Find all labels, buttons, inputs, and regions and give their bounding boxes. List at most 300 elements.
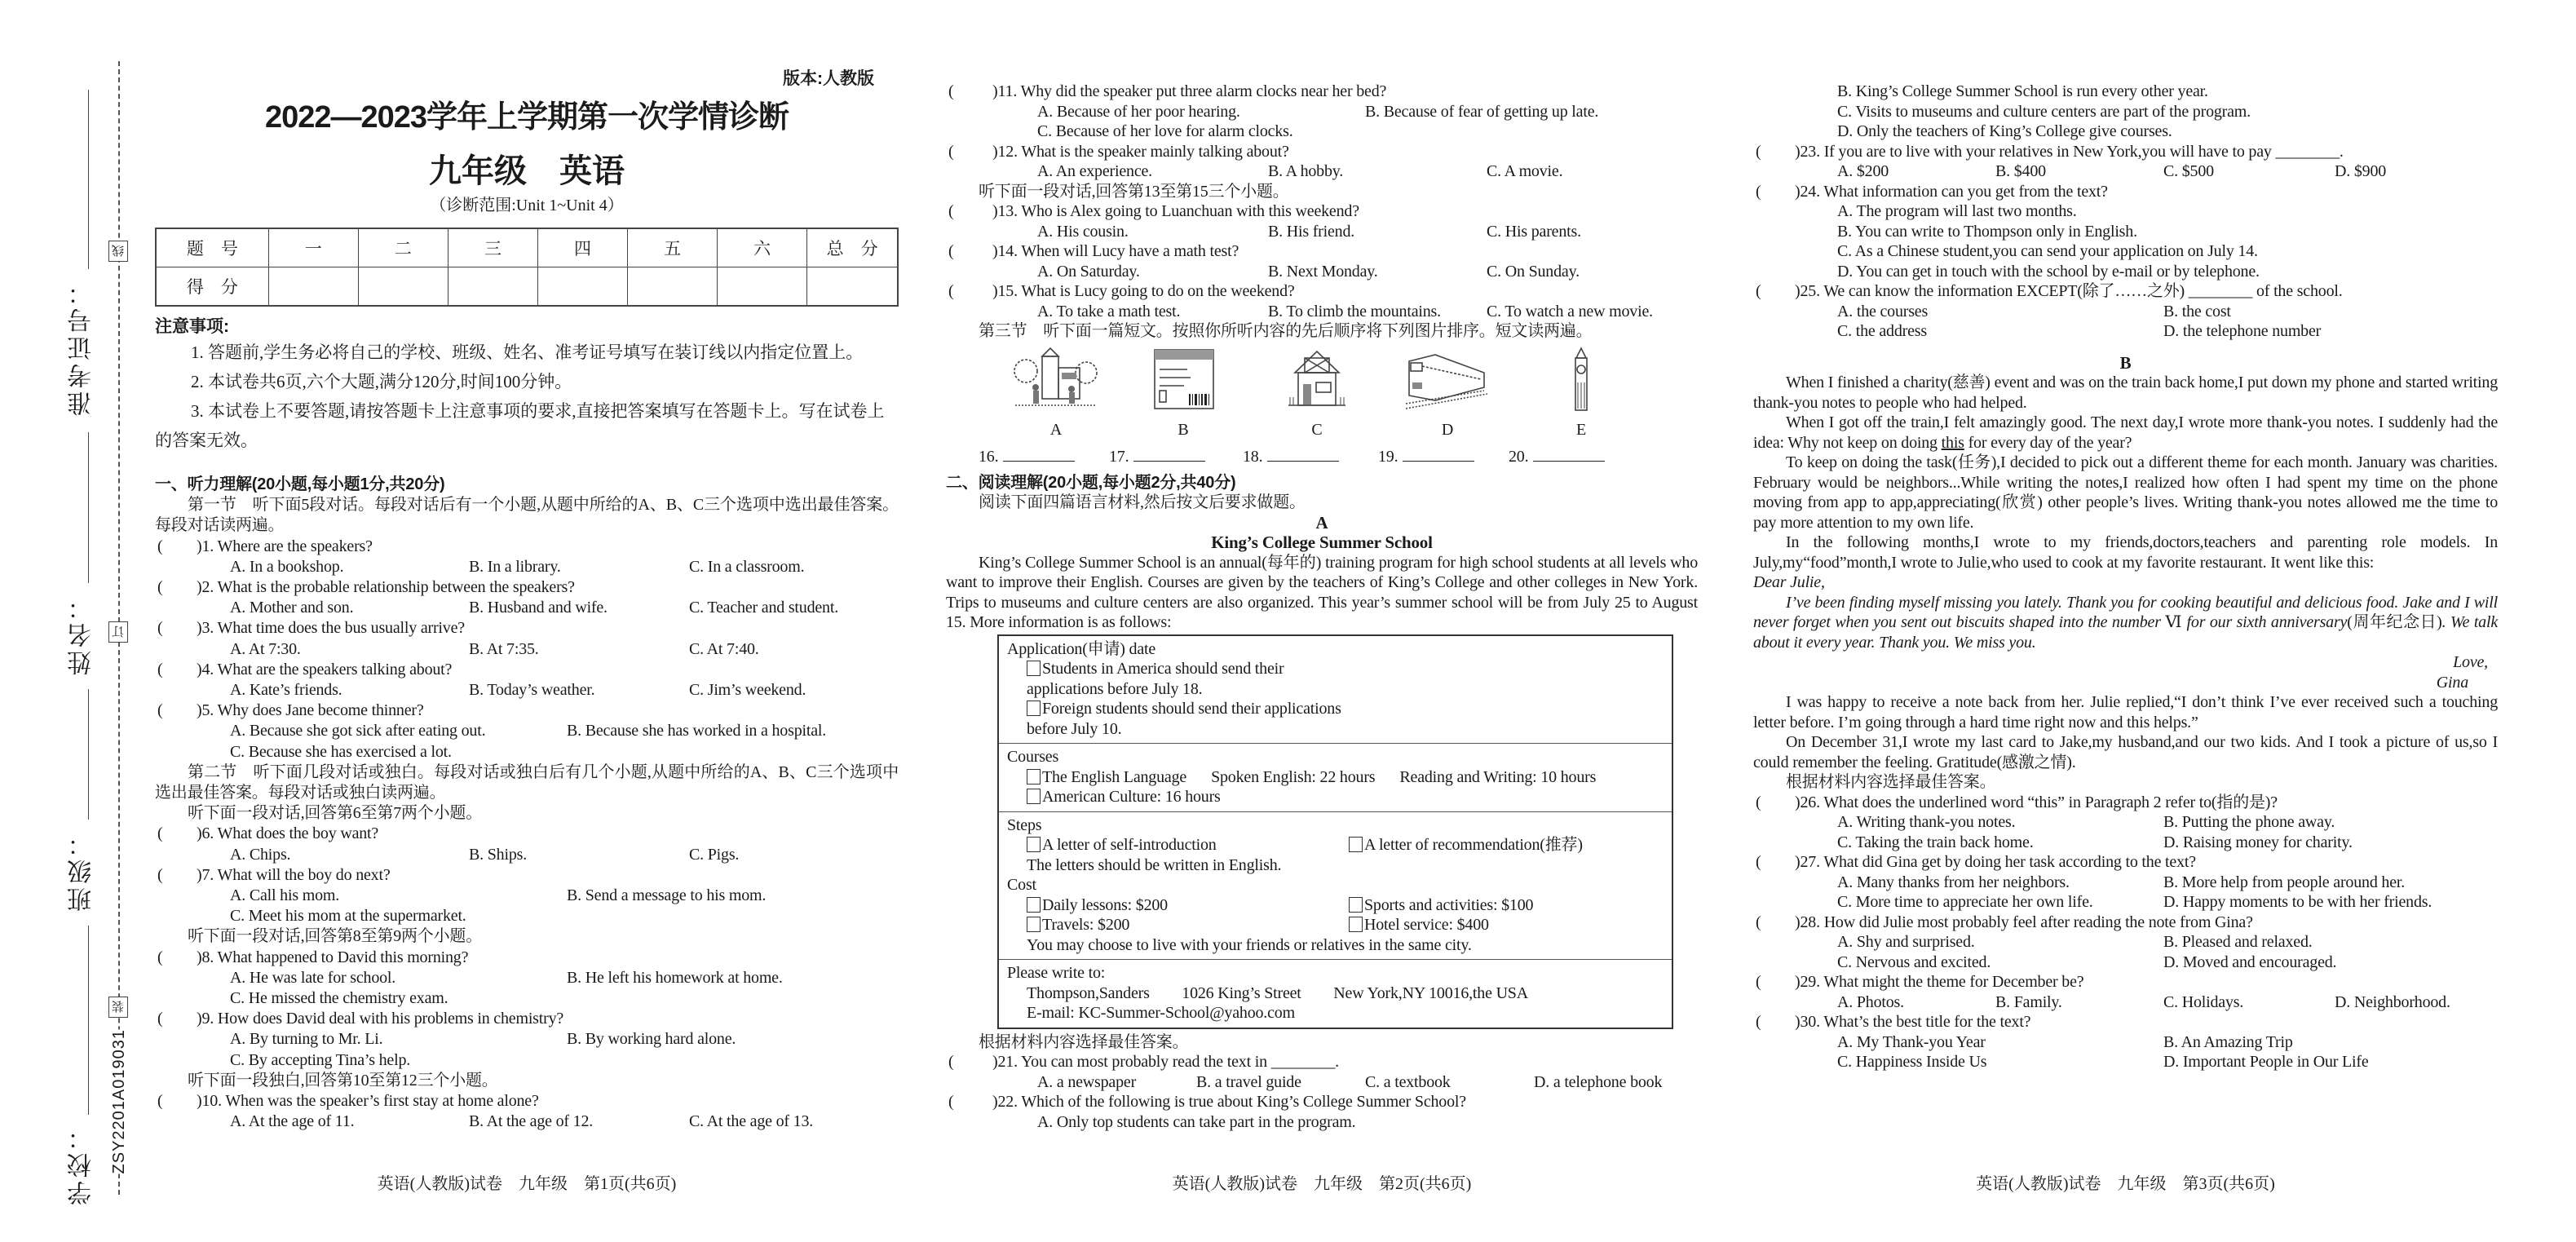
info-box-item bbox=[1027, 699, 1349, 739]
option-c: C. Teacher and student. bbox=[689, 599, 839, 617]
version-label: 版本:人教版 bbox=[783, 69, 874, 88]
option-d: D. You can get in touch with the school by e-mail or by telephone. bbox=[1837, 262, 2260, 281]
option-c: C. By accepting Tina’s help. bbox=[230, 1050, 411, 1069]
option-c: C. A movie. bbox=[1487, 162, 1563, 180]
question-text: Why does Jane become thinner? bbox=[217, 701, 424, 720]
option-b: B. A hobby. bbox=[1268, 162, 1344, 180]
info-box-item bbox=[1349, 895, 1664, 916]
question-number: ) 15 . bbox=[992, 282, 1021, 300]
question-text: What will the boy do next? bbox=[217, 865, 391, 884]
score-cell bbox=[538, 267, 628, 307]
info-box-row bbox=[1007, 659, 1664, 699]
option-list bbox=[155, 968, 899, 1009]
info-box-label: Steps bbox=[1007, 815, 1042, 834]
option-list bbox=[155, 721, 899, 762]
question-stem bbox=[155, 618, 899, 639]
option-b: B. a travel guide bbox=[1196, 1072, 1301, 1091]
question-text: What might the theme for December be? bbox=[1823, 973, 2084, 991]
option-d: D. Moved and encouraged. bbox=[2163, 952, 2337, 971]
instruction-text: 听下面一段独白,回答第10至第12三个小题。 bbox=[188, 1071, 498, 1090]
instruction-text: 根据材料内容选择最佳答案。 bbox=[1786, 773, 1996, 791]
option-b: B. Send a message to his mom. bbox=[567, 886, 767, 905]
option-list bbox=[1753, 992, 2498, 1013]
passage-paragraph bbox=[1753, 453, 2498, 533]
exam-scope: （诊断范围:Unit 1~Unit 4） bbox=[430, 197, 624, 214]
question-9 bbox=[155, 1009, 899, 1071]
option-a: A. His cousin. bbox=[1037, 222, 1129, 241]
blank-line bbox=[1267, 446, 1339, 462]
info-box-row bbox=[1007, 787, 1664, 807]
blank-number: 17. bbox=[1109, 447, 1129, 466]
question-text: You can most probably read the text in ________. bbox=[1020, 1053, 1339, 1071]
question-25 bbox=[1753, 281, 2498, 342]
question-text: What did Gina get by doing her task according to the text? bbox=[1823, 853, 2196, 871]
option-d: D. Important People in Our Life bbox=[2163, 1053, 2369, 1071]
score-header-cell: 题 号 bbox=[156, 228, 268, 267]
question-number: ) 27 . bbox=[1795, 853, 1823, 871]
passage-paragraph bbox=[1753, 533, 2498, 572]
info-box-row bbox=[1007, 767, 1664, 788]
option-c: C. On Sunday. bbox=[1487, 262, 1580, 281]
option-list bbox=[155, 1029, 899, 1070]
question-number: ) 7 . bbox=[197, 866, 218, 884]
info-box-text: The letters should be written in English. bbox=[1027, 855, 1282, 874]
option-a: A. At the age of 11. bbox=[230, 1112, 355, 1131]
score-header-cell: 一 bbox=[268, 228, 358, 267]
paragraph-text: On December 31,I wrote my last card to Jake,my husband,and our two kids. And I took a picture of us,so I could remember the feeling. Gratitude(感激之情). bbox=[1753, 733, 2498, 771]
blank-line bbox=[1003, 446, 1075, 462]
option-c: C. His parents. bbox=[1487, 222, 1581, 241]
question-number: ) 8 . bbox=[197, 948, 218, 966]
score-header-cell: 五 bbox=[628, 228, 718, 267]
option-a: A. Photos. bbox=[1837, 992, 1904, 1011]
question-text: What happened to David this morning? bbox=[217, 948, 469, 966]
info-box-text: Hotel service: $400 bbox=[1364, 916, 1489, 934]
option-b: B. By working hard alone. bbox=[567, 1030, 736, 1049]
question-number: ) 14 . bbox=[992, 242, 1021, 260]
answer-blanks bbox=[946, 446, 1698, 466]
question-text: What’s the best title for the text? bbox=[1823, 1013, 2031, 1031]
info-box-row bbox=[1007, 935, 1664, 956]
option-b: B. At the age of 12. bbox=[469, 1112, 594, 1131]
question-stem bbox=[155, 660, 899, 680]
option-c: C. Because she has exercised a lot. bbox=[230, 742, 452, 761]
question-number: ) 24 . bbox=[1795, 183, 1823, 201]
option-list bbox=[946, 1072, 1698, 1093]
option-list bbox=[946, 302, 1698, 322]
picture-label: C bbox=[1311, 420, 1323, 439]
page-1-footer: 英语(人教版)试卷 九年级 第1页(共6页) bbox=[377, 1175, 677, 1193]
instruction-text: 阅读下面四篇语言材料,然后按文后要求做题。 bbox=[979, 493, 1306, 511]
question-stem bbox=[155, 577, 899, 598]
info-box-item bbox=[1349, 835, 1664, 855]
option-c: C. Jim’s weekend. bbox=[689, 681, 806, 700]
info-box-row bbox=[1007, 855, 1664, 876]
info-box-text: Reading and Writing: 10 hours bbox=[1399, 767, 1597, 786]
section-heading: 二、阅读理解(20小题,每小题2分,共40分) bbox=[946, 473, 1236, 492]
info-box-text: Students in America should send their applications before July 18. bbox=[1027, 660, 1284, 698]
answer-blank-20 bbox=[1509, 446, 1605, 467]
question-text: What information can you get from the text? bbox=[1823, 182, 2108, 201]
instruction-text: 听下面一段对话,回答第6至第7两个小题。 bbox=[188, 804, 482, 823]
question-stem bbox=[1753, 182, 2498, 202]
option-b: B. More help from people around her. bbox=[2163, 873, 2406, 891]
question-text: What does the boy want? bbox=[217, 824, 379, 843]
question-1 bbox=[155, 537, 899, 577]
option-list bbox=[1753, 161, 2498, 182]
info-box-label: Cost bbox=[1007, 876, 1036, 894]
question-stem bbox=[155, 701, 899, 721]
question-text: How does David deal with his problems in chemistry? bbox=[217, 1010, 564, 1028]
question-text: What is Lucy going to do on the weekend? bbox=[1021, 282, 1295, 300]
score-table bbox=[155, 228, 899, 307]
seal-char-fold: 装 bbox=[108, 997, 128, 1018]
blank-line bbox=[1533, 446, 1605, 462]
question-stem bbox=[155, 948, 899, 968]
option-list bbox=[946, 262, 1698, 282]
option-a: A. The program will last two months. bbox=[1837, 202, 2077, 220]
question-text: We can know the information EXCEPT(除了……之外) ________ of the school. bbox=[1823, 282, 2343, 300]
paragraph-text: To keep on doing the task(任务),I decided to pick out a different theme for each month. January was charities. February would be neighbors...While writing the notes,I realized how often I had spent my time on the phone moving from app to app,appreciating(欣赏) other people’s lives. Writing thank-you notes allowed me the time to pay more attention to my own life. bbox=[1753, 453, 2498, 532]
option-a: A. Shy and surprised. bbox=[1837, 933, 1975, 951]
question-number: ) 25 . bbox=[1795, 282, 1823, 300]
question-stem bbox=[155, 1091, 899, 1112]
question-number: ) 9 . bbox=[197, 1010, 218, 1028]
info-box-section bbox=[999, 636, 1672, 744]
picture-row bbox=[946, 347, 1698, 446]
option-a: A. Chips. bbox=[230, 845, 291, 864]
blank-number: 19. bbox=[1378, 447, 1398, 466]
info-box-item bbox=[1027, 915, 1349, 935]
train-icon bbox=[1403, 347, 1492, 412]
info-box-row bbox=[1007, 699, 1664, 739]
option-c: C. Visits to museums and culture centers are part of the program. bbox=[1837, 102, 2251, 121]
school-scene-icon bbox=[1011, 347, 1101, 412]
option-list bbox=[1753, 201, 2498, 281]
info-box-text: American Culture: 16 hours bbox=[1042, 788, 1221, 806]
exam-number-label: 准考证号： bbox=[68, 277, 95, 416]
exam-title: 2022—2023学年上学期第一次学情诊断 bbox=[264, 100, 789, 135]
passage-paragraph bbox=[1753, 692, 2498, 732]
passage-paragraph bbox=[1753, 413, 2498, 453]
info-box-label: Courses bbox=[1007, 748, 1059, 766]
picture-d bbox=[1403, 347, 1492, 440]
passage-title: B bbox=[2119, 352, 2132, 373]
info-box-label: Please write to: bbox=[1007, 964, 1106, 982]
option-list bbox=[155, 886, 899, 926]
option-b: B. Family. bbox=[1995, 992, 2062, 1011]
paragraph-text: I’ve been finding myself missing you lately. Thank you for cooking beautiful and delicious food. Jake and I will never forget when you sent out biscuits shaped into the number bbox=[1753, 593, 2498, 631]
option-b: B. Putting the phone away. bbox=[2163, 813, 2335, 831]
question-number: ) 28 . bbox=[1795, 913, 1824, 931]
paper-code: ZSY2201A019031 bbox=[110, 1029, 128, 1174]
paragraph-text: . We talk about it every year. Thank you. We miss you. bbox=[1753, 613, 2499, 652]
question-22 bbox=[946, 1092, 1698, 1132]
info-box-section bbox=[999, 959, 1672, 1028]
option-b: B. His friend. bbox=[1268, 222, 1355, 241]
question-number: ) 10 . bbox=[197, 1092, 225, 1110]
info-box bbox=[997, 634, 1673, 1029]
question-text: How did Julie most probably feel after reading the note from Gina? bbox=[1823, 913, 2253, 931]
question-text: Who is Alex going to Luanchuan with this weekend? bbox=[1021, 202, 1359, 220]
score-cell bbox=[807, 267, 898, 307]
question-text: Why did the speaker put three alarm clocks near her bed? bbox=[1020, 82, 1387, 100]
option-list bbox=[1753, 932, 2498, 972]
score-table-header-row bbox=[156, 228, 898, 267]
question-8 bbox=[155, 948, 899, 1010]
option-list bbox=[155, 639, 899, 660]
page-2 bbox=[946, 82, 1698, 1132]
question-number: ) 21 . bbox=[992, 1053, 1021, 1071]
question-number: ) 11 . bbox=[992, 82, 1021, 100]
info-box-item bbox=[1027, 768, 1186, 786]
seal-char-bind: 订 bbox=[108, 621, 128, 643]
checkbox-icon bbox=[1027, 789, 1041, 804]
info-box-row bbox=[1007, 1003, 1664, 1023]
paragraph-text: Ⅵ bbox=[2165, 613, 2183, 631]
info-box-item bbox=[1027, 787, 1349, 807]
info-box-row bbox=[1007, 983, 1664, 1004]
question-text: What are the speakers talking about? bbox=[217, 660, 453, 678]
option-c: C. Meet his mom at the supermarket. bbox=[230, 907, 466, 926]
question-24 bbox=[1753, 182, 2498, 282]
info-box-item bbox=[1027, 895, 1349, 916]
option-list bbox=[1753, 873, 2498, 913]
checkbox-icon bbox=[1027, 769, 1041, 785]
score-cell bbox=[448, 267, 537, 307]
blank-line bbox=[1133, 446, 1205, 462]
option-list bbox=[946, 161, 1698, 182]
instruction-text: 根据材料内容选择最佳答案。 bbox=[979, 1032, 1189, 1051]
question-29 bbox=[1753, 972, 2498, 1012]
page-3 bbox=[1753, 82, 2498, 1072]
paragraph-text: (周年纪念日) bbox=[2347, 613, 2442, 631]
option-b: B. Husband and wife. bbox=[469, 599, 608, 617]
instruction-text: 听下面一段对话,回答第13至第15三个小题。 bbox=[979, 182, 1289, 201]
paragraph-text: I was happy to receive a note back from her. Julie replied,“I don’t think I’ve ever received such a touching letter before. I’m going through a hard time right now and this helps.” bbox=[1753, 693, 2498, 731]
option-list bbox=[155, 1112, 899, 1132]
question-number: ) 30 . bbox=[1795, 1013, 1823, 1031]
info-box-section bbox=[999, 811, 1672, 960]
question-stem bbox=[946, 82, 1698, 102]
name-label: 姓名： bbox=[68, 592, 95, 675]
question-number: ) 23 . bbox=[1795, 143, 1824, 161]
checkbox-icon bbox=[1349, 897, 1363, 913]
option-c: C. Taking the train back home. bbox=[1837, 833, 2034, 851]
question-number: ) 29 . bbox=[1795, 973, 1823, 991]
option-a: A. An experience. bbox=[1037, 162, 1152, 180]
picture-a bbox=[1011, 347, 1101, 440]
question-text: What does the underlined word “this” in Paragraph 2 refer to(指的是)? bbox=[1823, 793, 2278, 811]
option-c: C. He missed the chemistry exam. bbox=[230, 989, 448, 1008]
option-a: A. He was late for school. bbox=[230, 968, 396, 987]
picture-label: D bbox=[1441, 420, 1454, 439]
info-box-row bbox=[1007, 915, 1664, 935]
checkbox-icon bbox=[1027, 837, 1041, 852]
option-b: B. An Amazing Trip bbox=[2163, 1032, 2293, 1051]
option-c: C. To watch a new movie. bbox=[1487, 302, 1653, 320]
question-stem bbox=[946, 241, 1698, 262]
question-7 bbox=[155, 865, 899, 927]
option-b: B. Because she has worked in a hospital. bbox=[567, 722, 827, 740]
option-list bbox=[946, 222, 1698, 242]
picture-e bbox=[1536, 347, 1626, 440]
blank-number: 20. bbox=[1509, 447, 1529, 466]
option-c: C. the address bbox=[1837, 322, 1927, 340]
info-box-row bbox=[1007, 835, 1664, 855]
question-4 bbox=[155, 660, 899, 701]
option-c: C. a textbook bbox=[1365, 1072, 1451, 1091]
underline-school bbox=[88, 926, 89, 1115]
option-c: C. More time to appreciate her own life. bbox=[1837, 893, 2093, 911]
passage-paragraph bbox=[1753, 373, 2498, 413]
option-b: B. Because of fear of getting up late. bbox=[1365, 102, 1599, 121]
score-row-label: 得 分 bbox=[156, 267, 268, 307]
blank-number: 16. bbox=[979, 447, 999, 466]
checkbox-icon bbox=[1349, 917, 1363, 932]
option-b: B. You can write to Thompson only in English. bbox=[1837, 222, 2137, 241]
info-box-text: The English Language bbox=[1042, 767, 1187, 786]
underline-class bbox=[88, 689, 89, 820]
question-stem bbox=[1753, 852, 2498, 873]
question-stem bbox=[946, 1092, 1698, 1112]
option-d: D. the telephone number bbox=[2163, 322, 2322, 340]
letter-signoff: Love, bbox=[2453, 653, 2488, 671]
option-c: C. At 7:40. bbox=[689, 639, 759, 658]
option-b: B. To climb the mountains. bbox=[1268, 302, 1441, 320]
info-box-text: Spoken English: 22 hours bbox=[1211, 767, 1376, 786]
passage-paragraph bbox=[1753, 732, 2498, 772]
option-c: C. Because of her love for alarm clocks. bbox=[1037, 122, 1293, 140]
option-b: B. Ships. bbox=[469, 845, 528, 864]
note-item: 2. 本试卷共6页,六个大题,满分120分,时间100分钟。 bbox=[191, 372, 572, 391]
option-a: A. Writing thank-you notes. bbox=[1837, 813, 2016, 831]
option-c: C. As a Chinese student,you can send your application on July 14. bbox=[1837, 242, 2258, 260]
paragraph-text: In the following months,I wrote to my friends,doctors,teachers and parenting role models. In July,my“food”month,I wrote to Julie,who used to cook at my favorite restaurant. It went like this: bbox=[1753, 533, 2498, 572]
question-28 bbox=[1753, 913, 2498, 973]
instruction-text: 第一节 听下面5段对话。每段对话后有一个小题,从题中所给的A、B、C三个选项中选出最佳答案。每段对话读两遍。 bbox=[155, 496, 899, 535]
instruction-text: 听下面一段对话,回答第8至第9两个小题。 bbox=[188, 927, 482, 946]
question-text: Which of the following is true about King’s College Summer School? bbox=[1021, 1093, 1466, 1111]
ticket-icon bbox=[1138, 347, 1228, 412]
question-text: Where are the speakers? bbox=[217, 537, 373, 555]
option-c: C. Nervous and excited. bbox=[1837, 952, 1991, 971]
answer-blank-19 bbox=[1378, 446, 1474, 467]
clock-tower-icon bbox=[1536, 347, 1626, 412]
paragraph-text: When I finished a charity(慈善) event and was on the train back home,I put down my phone and started writing thank-you notes to people who had helped. bbox=[1753, 373, 2498, 412]
option-list bbox=[1753, 1032, 2498, 1072]
info-box-label: Application(申请) date bbox=[1007, 639, 1156, 658]
blank-number: 18. bbox=[1243, 447, 1263, 466]
note-item: 1. 答题前,学生务必将自己的学校、班级、姓名、准考证号填写在装订线以内指定位置上。 bbox=[191, 343, 864, 362]
option-a: A. Many thanks from her neighbors. bbox=[1837, 873, 2070, 891]
question-stem bbox=[1753, 793, 2498, 813]
question-11 bbox=[946, 82, 1698, 142]
option-b: B. In a library. bbox=[469, 557, 561, 576]
option-a: A. Kate’s friends. bbox=[230, 681, 342, 700]
question-stem bbox=[1753, 913, 2498, 933]
score-header-cell: 四 bbox=[538, 228, 628, 267]
question-stem bbox=[155, 865, 899, 886]
option-a: A. Because she got sick after eating out. bbox=[230, 722, 486, 740]
option-a: A. a newspaper bbox=[1037, 1072, 1137, 1091]
question-26 bbox=[1753, 793, 2498, 853]
paragraph-text: When I got off the train,I felt amazingly good. The next day,I wrote more thank-you notes. I suddenly had the idea: Why not keep on doing bbox=[1753, 413, 2498, 452]
info-box-text: Thompson,Sanders 1026 King’s Street New York,NY 10016,the USA bbox=[1027, 983, 1528, 1002]
picture-label: E bbox=[1575, 420, 1587, 439]
option-a: A. Mother and son. bbox=[230, 599, 354, 617]
question-12 bbox=[946, 142, 1698, 182]
answer-blank-16 bbox=[979, 446, 1075, 467]
score-header-cell: 三 bbox=[448, 228, 537, 267]
question-number: ) 26 . bbox=[1795, 793, 1823, 811]
question-30 bbox=[1753, 1012, 2498, 1072]
section-heading: 一、听力理解(20小题,每小题1分,共20分) bbox=[155, 475, 445, 493]
option-a: A. Call his mom. bbox=[230, 886, 340, 905]
option-d: D. Only the teachers of King’s College give courses. bbox=[1837, 122, 2172, 140]
option-list bbox=[1753, 82, 2498, 142]
info-box-row bbox=[1007, 895, 1664, 916]
notes-list bbox=[155, 338, 899, 455]
picture-c bbox=[1272, 347, 1362, 440]
info-box-item bbox=[1211, 768, 1375, 786]
info-box-text: Sports and activities: $100 bbox=[1364, 895, 1534, 914]
question-stem bbox=[946, 201, 1698, 222]
underline-exam-number bbox=[88, 90, 89, 269]
info-box-section bbox=[999, 743, 1672, 811]
checkbox-icon bbox=[1349, 837, 1363, 852]
option-a: A. To take a math test. bbox=[1037, 302, 1181, 320]
instruction-text: King’s College Summer School is an annual(每年的) training program for high school students at all levels who want to improve their English. Courses are given by the teachers of King’s College and other colleges in New York. Trips to museums and culture centers are also organized. This year’s summer school will be from July 25 to August 15. More information is as follows: bbox=[946, 553, 1698, 631]
question-21 bbox=[946, 1052, 1698, 1092]
question-number: ) 22 . bbox=[992, 1093, 1021, 1111]
option-b: B. He left his homework at home. bbox=[567, 968, 783, 987]
option-list bbox=[946, 102, 1698, 142]
question-text: What is the speaker mainly talking about? bbox=[1021, 142, 1289, 161]
note-item: 3. 本试卷上不要答题,请按答题卡上注意事项的要求,直接把答案填写在答题卡上。写在试卷上的答案无效。 bbox=[155, 401, 885, 450]
question-3 bbox=[155, 618, 899, 659]
question-stem bbox=[946, 281, 1698, 302]
option-list bbox=[155, 557, 899, 577]
question-14 bbox=[946, 241, 1698, 281]
question-stem bbox=[1753, 142, 2498, 162]
info-box-text: Travels: $200 bbox=[1042, 916, 1130, 934]
page-2-footer: 英语(人教版)试卷 九年级 第2页(共6页) bbox=[1172, 1175, 1472, 1193]
option-list bbox=[1753, 812, 2498, 852]
question-5 bbox=[155, 701, 899, 762]
info-box-text: A letter of recommendation(推荐) bbox=[1364, 836, 1583, 854]
score-cell bbox=[268, 267, 358, 307]
underline-name bbox=[88, 432, 89, 583]
question-number: ) 1 . bbox=[197, 537, 218, 555]
question-text: What is the probable relationship between the speakers? bbox=[217, 578, 575, 597]
score-header-cell: 六 bbox=[718, 228, 807, 267]
question-text: What time does the bus usually arrive? bbox=[217, 619, 465, 638]
paragraph-text: for our sixth anniversary bbox=[2182, 613, 2348, 631]
score-cell bbox=[358, 267, 448, 307]
option-a: A. At 7:30. bbox=[230, 639, 301, 658]
info-box-item bbox=[1027, 984, 1528, 1002]
blank-line bbox=[1403, 446, 1474, 462]
checkbox-icon bbox=[1027, 661, 1041, 676]
info-box-item bbox=[1399, 768, 1596, 786]
option-list bbox=[155, 845, 899, 865]
score-header-cell: 总 分 bbox=[807, 228, 898, 267]
question-number: ) 13 . bbox=[992, 202, 1021, 220]
question-stem bbox=[155, 1009, 899, 1029]
option-b: B. the cost bbox=[2163, 302, 2231, 320]
option-c: C. Holidays. bbox=[2163, 992, 2244, 1011]
